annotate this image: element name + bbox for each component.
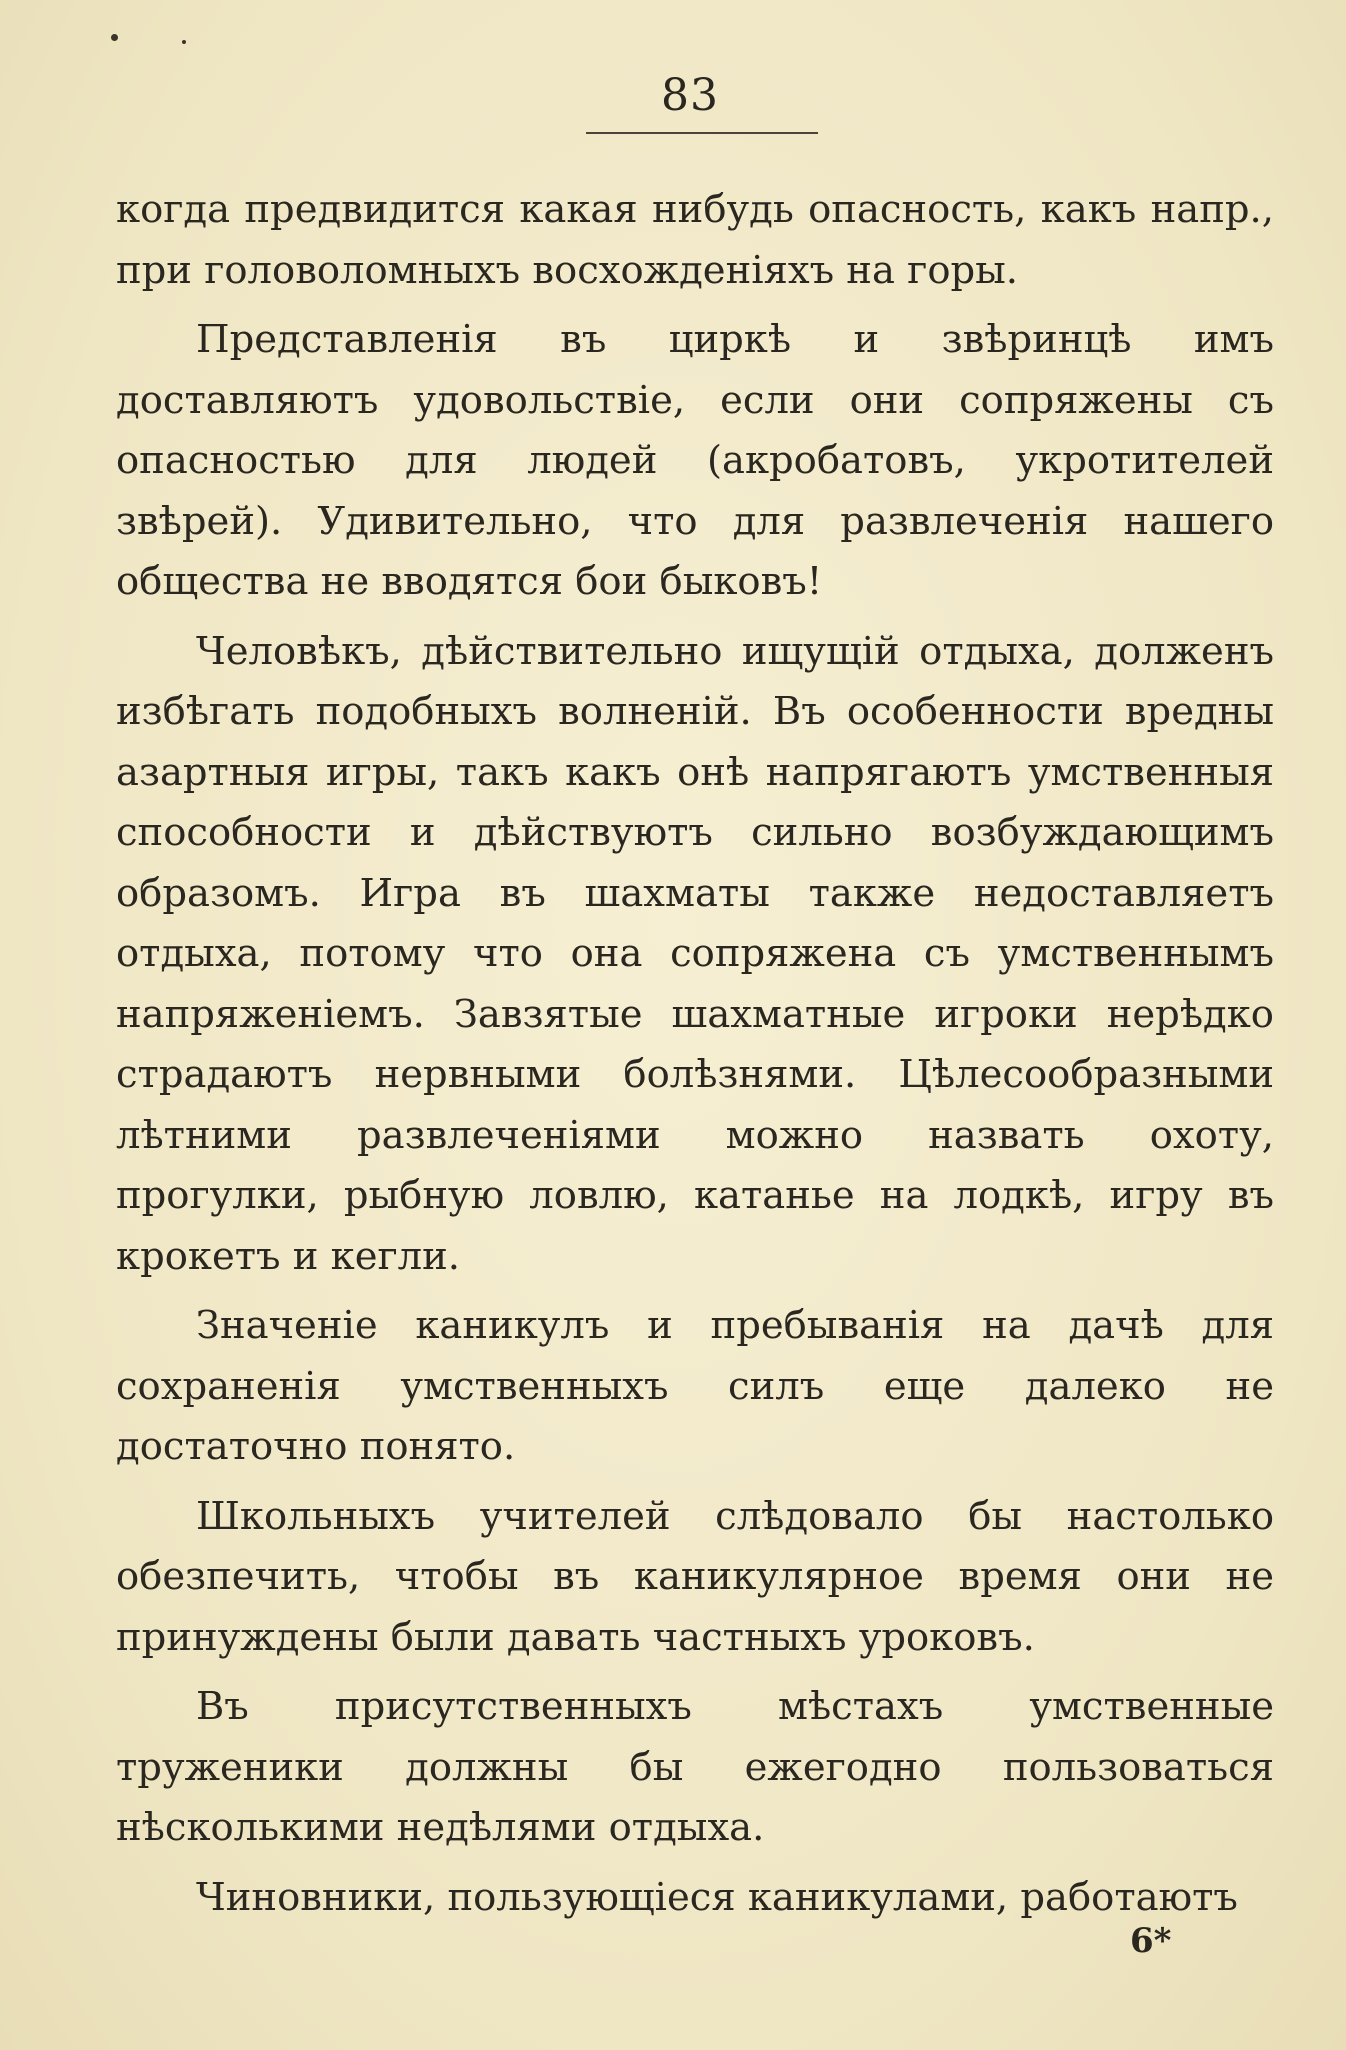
paragraph: Значеніе каникулъ и пребыванія на дачѣ для сохраненія умственныхъ силъ еще далеко не достаточно понято. (116, 1303, 1274, 1469)
paragraph: когда предвидится какая нибудь опасность, какъ напр., при головоломныхъ восхожденіяхъ на горы. (116, 187, 1274, 293)
ink-speck (111, 34, 118, 41)
paragraph: Въ присутственныхъ мѣстахъ умственные труженики должны бы ежегодно пользоваться нѣсколькими недѣлями отдыха. (116, 1684, 1274, 1850)
paragraph: Человѣкъ, дѣйствительно ищущій отдыха, долженъ избѣгать подобныхъ волненій. Въ особенности вредны азартныя игры, такъ какъ онѣ напрягаютъ умственныя способности и дѣйствуютъ сильно возбуждающимъ образомъ. Игра въ шахматы также недоставляетъ отдыха, потому что она сопряжена съ умственнымъ напряженіемъ. Завзятые шахматные игроки нерѣдко страдаютъ нервными болѣзнями. Цѣлесообразными лѣтними развлеченіями можно назвать охоту, прогулки, рыбную ловлю, катанье на лодкѣ, игру въ крокетъ и кегли. (116, 628, 1274, 1279)
paragraph: Школьныхъ учителей слѣдовало бы настолько обезпечить, чтобы въ каникулярное время они не принуждены были давать частныхъ уроковъ. (116, 1493, 1274, 1660)
header-rule (586, 132, 818, 134)
paragraph: Представленія въ циркѣ и звѣринцѣ имъ доставляютъ удовольствіе, если они сопряжены съ опасностью для людей (акробатовъ, укротителей звѣрей). Удивительно, что для развлеченія нашего общества не вводятся бои быковъ! (116, 317, 1274, 604)
ink-speck (182, 40, 186, 44)
signature-mark: 6* (1130, 1921, 1172, 1961)
paragraph: Чиновники, пользующіеся каникулами, работаютъ (196, 1874, 1238, 1920)
page-number: 83 (661, 70, 719, 121)
body-text (116, 180, 1274, 1937)
